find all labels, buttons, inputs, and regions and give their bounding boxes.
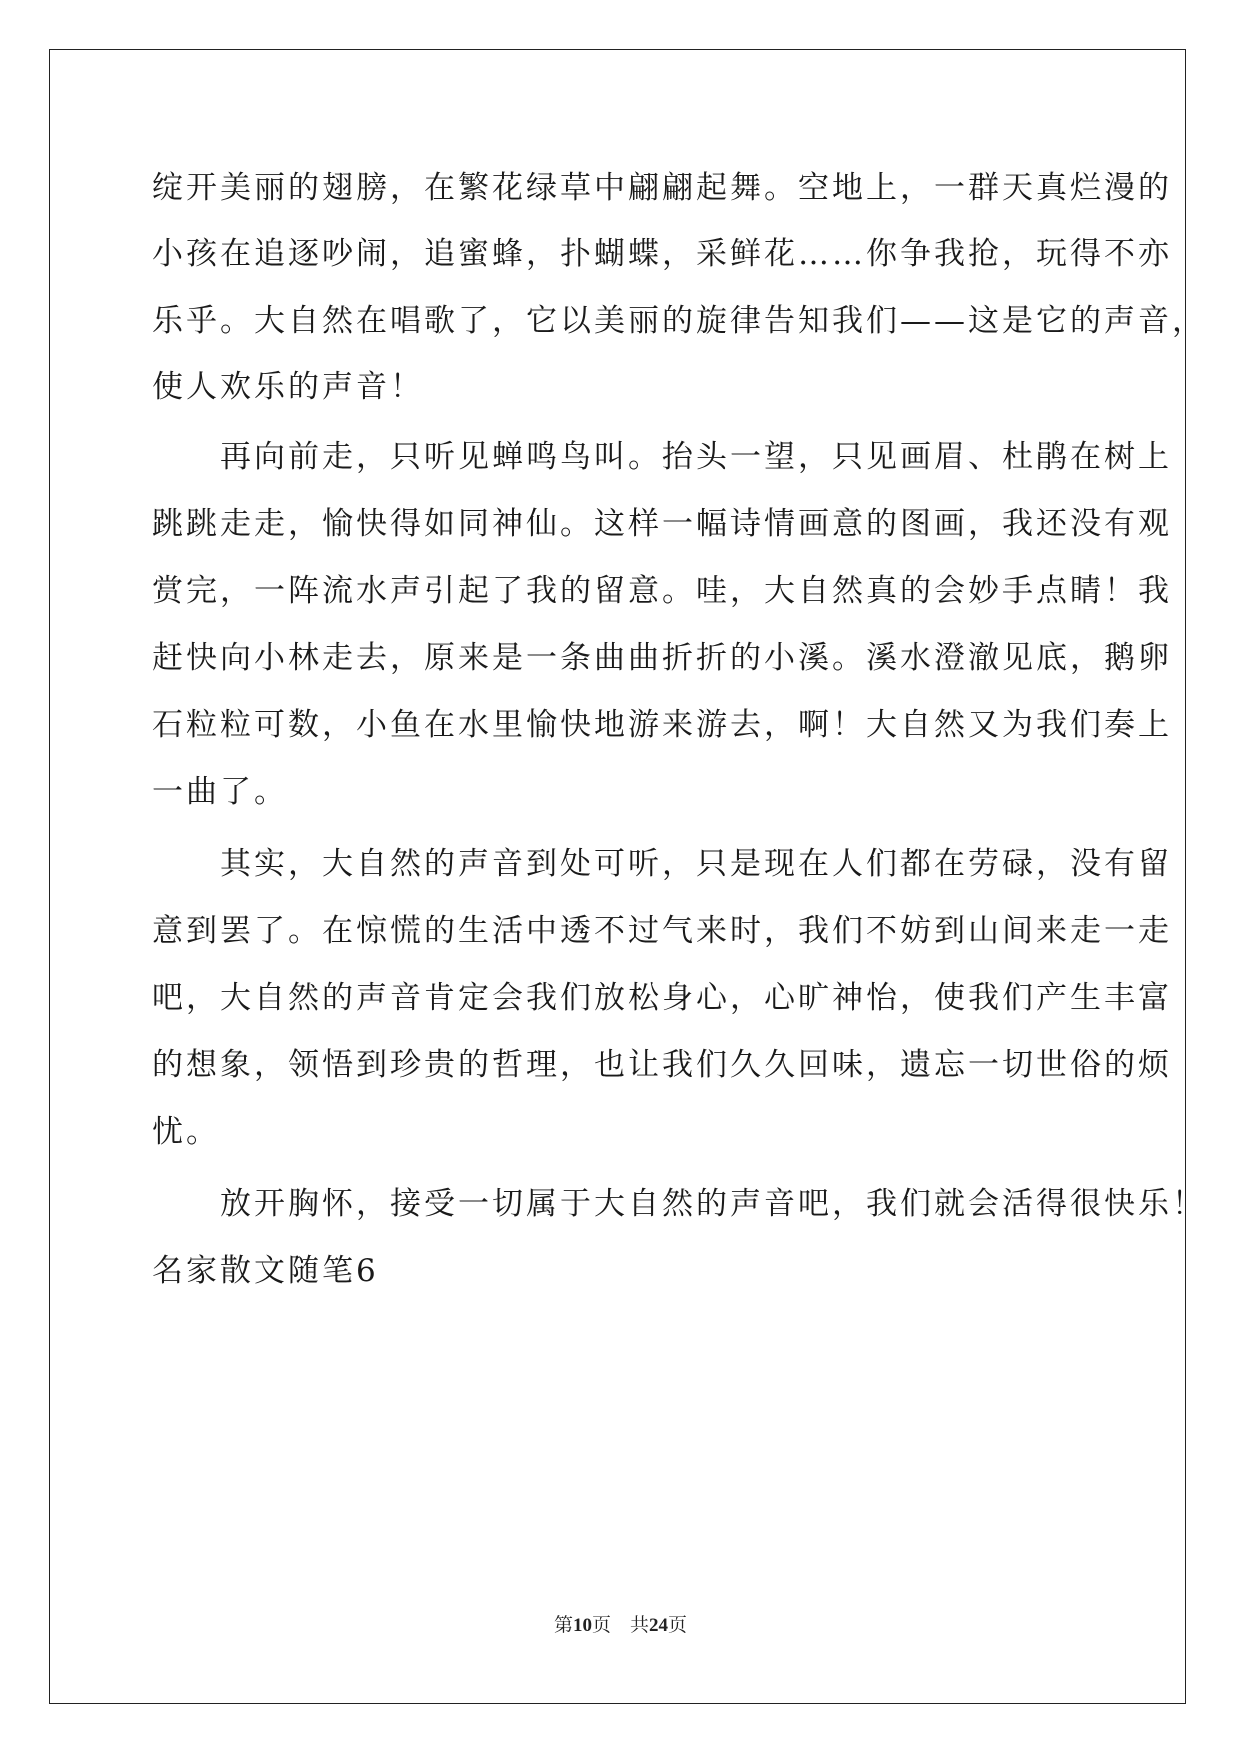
text-line: 的想象，领悟到珍贵的哲理，也让我们久久回味，遗忘一切世俗的烦 [152,1047,1172,1083]
text-line: 再向前走，只听见蝉鸣鸟叫。抬头一望，只见画眉、杜鹃在树上 [152,439,1172,475]
text-line: 放开胸怀，接受一切属于大自然的声音吧，我们就会活得很快乐！ [152,1186,1206,1222]
current-page-number: 10 [572,1615,592,1636]
text-line: 跳跳走走，愉快得如同神仙。这样一幅诗情画意的图画，我还没有观 [152,506,1172,542]
text-line: 石粒粒可数，小鱼在水里愉快地游来游去，啊！大自然又为我们奏上 [152,707,1172,743]
text-line: 小孩在追逐吵闹，追蜜蜂，扑蝴蝶，采鲜花……你争我抢，玩得不亦 [152,236,1172,272]
footer-suffix: 页 [668,1615,688,1636]
footer-mid: 页 共 [591,1615,649,1636]
total-page-count: 24 [649,1615,668,1636]
text-line: 赏完，一阵流水声引起了我的留意。哇，大自然真的会妙手点睛！我 [152,573,1172,609]
text-line: 使人欢乐的声音！ [152,369,424,405]
text-line: 乐乎。大自然在唱歌了，它以美丽的旋律告知我们——这是它的声音， [152,303,1206,339]
text-line: 忧。 [152,1114,220,1150]
text-line: 其实，大自然的声音到处可听，只是现在人们都在劳碌，没有留 [152,846,1172,882]
page-number-footer [0,1614,1241,1638]
footer-prefix: 第 [553,1615,573,1636]
section-heading: 名家散文随笔6 [152,1253,379,1289]
text-line: 意到罢了。在惊慌的生活中透不过气来时，我们不妨到山间来走一走 [152,913,1172,949]
text-line: 绽开美丽的翅膀，在繁花绿草中翩翩起舞。空地上，一群天真烂漫的 [152,170,1172,206]
text-line: 一曲了。 [152,774,288,810]
text-line: 赶快向小林走去，原来是一条曲曲折折的小溪。溪水澄澈见底，鹅卵 [152,640,1172,676]
text-line: 吧，大自然的声音肯定会我们放松身心，心旷神怡，使我们产生丰富 [152,980,1172,1016]
